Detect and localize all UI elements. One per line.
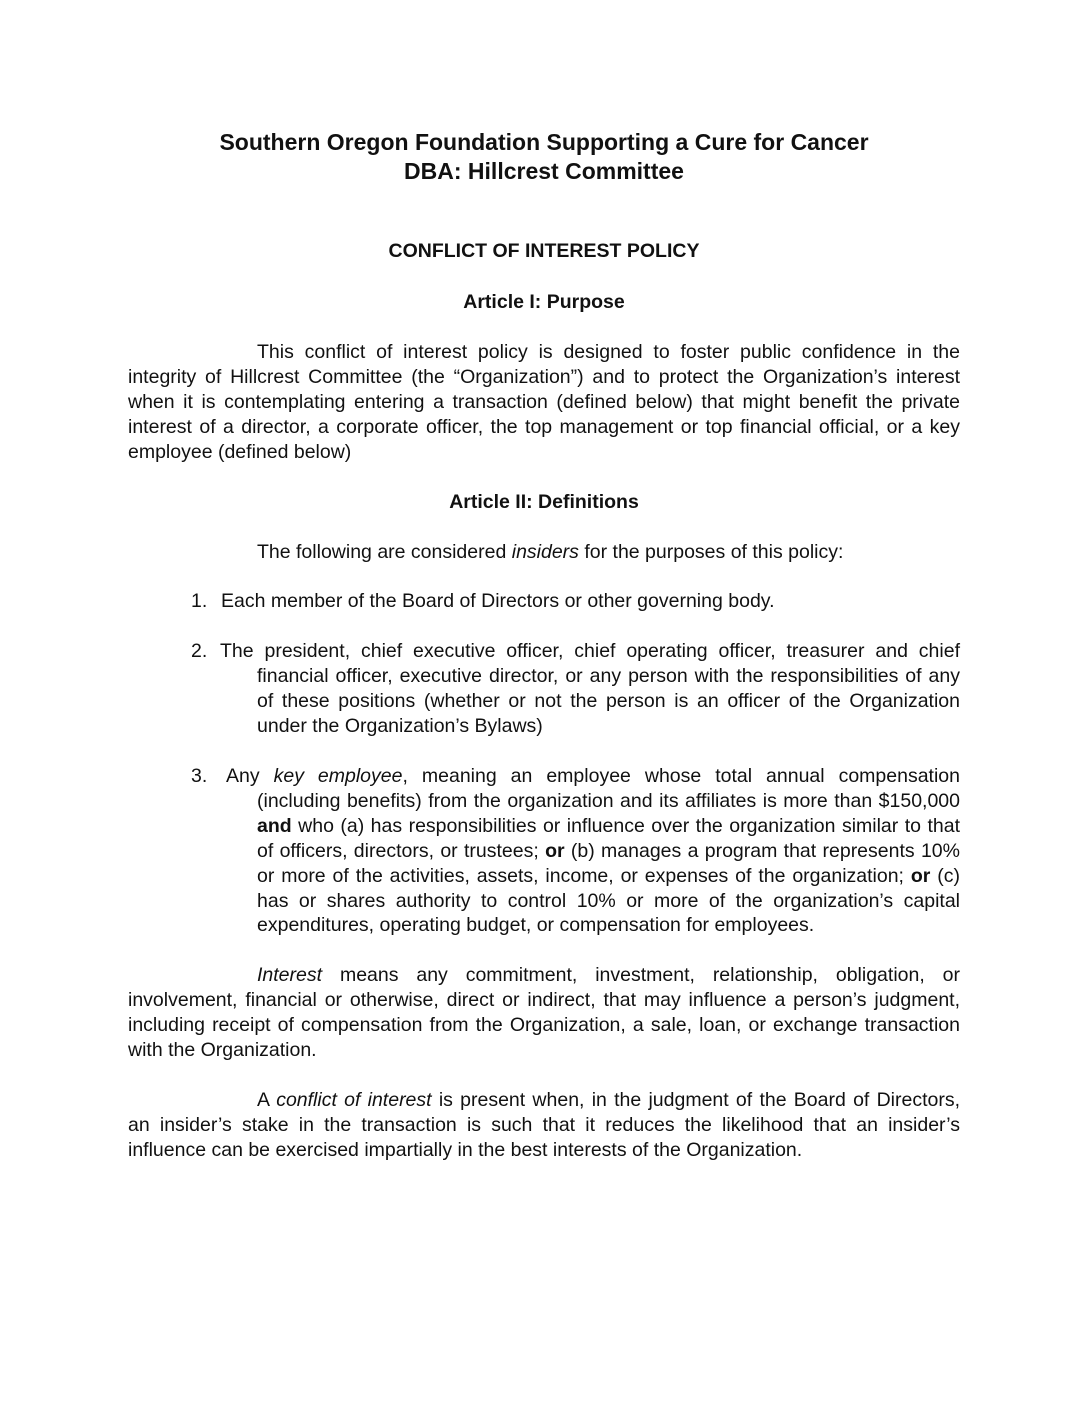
insiders-intro-text-end: for the purposes of this policy:	[578, 540, 844, 563]
list-number: 1.	[191, 590, 208, 613]
list-number: 3.	[191, 764, 208, 787]
emphasis-or: or	[910, 864, 931, 887]
list-item-3	[128, 764, 960, 938]
article-1-heading: Article I: Purpose	[463, 291, 625, 313]
conflict-definition-text: is present when, in the judgment of the Board of Directors, an insider’s stake in the transaction is such that it reduces the likelihood that an insider’s influence can be exercised impartially in the best interests of the Organization.	[128, 1088, 961, 1161]
document-title-line1: Southern Oregon Foundation Supporting a Cure for Cancer	[219, 129, 869, 155]
list-item-3-text: (b) manages a program that represents 10% or more of the activities, assets, income, or expenses of the organization;	[257, 839, 960, 887]
list-item-1	[128, 589, 960, 614]
list-item-2	[128, 639, 960, 739]
list-item-3-text: , meaning an employee whose total annual compensation (including benefits) from the organization and its affiliates is more than $150,000	[257, 764, 960, 812]
interest-definition-paragraph	[128, 963, 960, 1063]
list-item-3-text: who (a) has responsibilities or influence over the organization similar to that of officers, directors, or trustees;	[257, 814, 960, 862]
insiders-intro-text: The following are considered	[257, 540, 512, 563]
list-number: 2.	[191, 640, 208, 663]
article-1-purpose-paragraph: This conflict of interest policy is designed to foster public confidence in the integrity of Hillcrest Committee (the “Organization”) and to protect the Organization’s interest when it is contemplating entering a transaction (defined below) that might benefit the private interest of a director, a corporate officer, the top management or top financial official, or a key employee (defined below)	[128, 341, 960, 463]
document-page	[128, 128, 960, 1163]
list-item-2-text: The president, chief executive officer, chief operating officer, treasurer and chief financial officer, executive director, or any person with the responsibilities of any of these positions (whether or not the person is an officer of the Organization under the Organization’s Bylaws)	[220, 640, 960, 738]
list-item-3-text: Any	[226, 764, 274, 787]
article-2-heading: Article II: Definitions	[449, 490, 639, 513]
conflict-of-interest-term: conflict of interest	[276, 1088, 432, 1111]
interest-definition-text: means any commitment, investment, relationship, obligation, or involvement, financial or otherwise, direct or indirect, that may influence a person’s judgment, including receipt of compensation from the Organization, a sale, loan, or exchange transaction with the Organization.	[128, 964, 960, 1062]
insiders-intro-paragraph	[128, 540, 960, 565]
insiders-term: insiders	[511, 540, 579, 563]
document-title	[128, 128, 960, 186]
conflict-definition-paragraph	[128, 1088, 960, 1163]
document-title-line2: DBA: Hillcrest Committee	[404, 158, 684, 184]
list-item-1-text: Each member of the Board of Directors or other governing body.	[221, 590, 775, 613]
key-employee-term: key employee	[273, 764, 403, 787]
emphasis-and: and	[257, 814, 292, 837]
interest-term: Interest	[257, 964, 323, 987]
conflict-definition-lead: A	[257, 1088, 277, 1111]
policy-title: CONFLICT OF INTEREST POLICY	[388, 240, 700, 262]
emphasis-or: or	[545, 839, 565, 862]
list-item-3-text: (c) has or shares authority to control 10% or more of the organization’s capital expenditures, operating budget, or compensation for employees.	[257, 864, 960, 937]
